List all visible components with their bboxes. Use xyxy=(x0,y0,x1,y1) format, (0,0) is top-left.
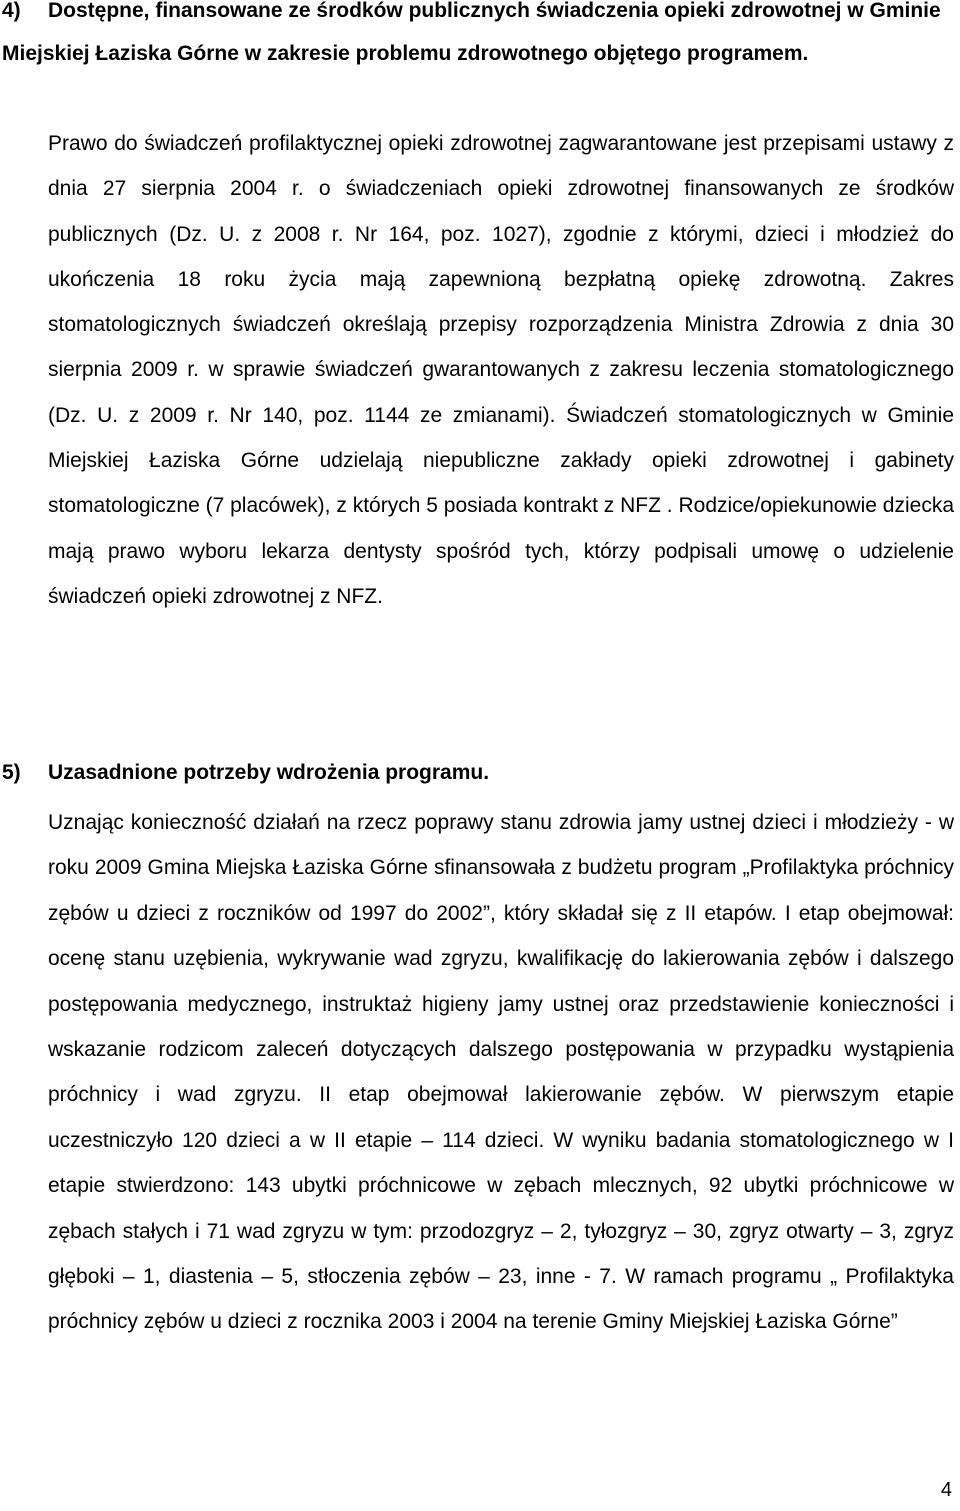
section-4-heading xyxy=(2,0,952,75)
section-5-title: Uzasadnione potrzeby wdrożenia programu. xyxy=(48,761,490,784)
section-4-title: Dostępne, finansowane ze środków publicznych świadczenia opieki zdrowotnej w Gminie Miejskiej Łaziska Górne w zakresie problemu zdrowotnego objętego programem. xyxy=(2,0,941,65)
section-5-number: 5) xyxy=(2,761,21,784)
section-4-number: 4) xyxy=(2,0,21,22)
section-5-body: Uznając konieczność działań na rzecz poprawy stanu zdrowia jamy ustnej dzieci i młodzieży - w roku 2009 Gmina Miejska Łaziska Górne sfinansowała z budżetu program „Profilaktyka próchnicy zębów u dzieci z roczników od 1997 do 2002”, który składał się z II etapów. I etap obejmował: ocenę stanu uzębienia, wykrywanie wad zgryzu, kwalifikację do lakierowania zębów i dalszego postępowania medycznego, instruktaż higieny jamy ustnej oraz przedstawienie konieczności i wskazanie rodzicom zaleceń dotyczących dalszego postępowania w przypadku wystąpienia próchnicy i wad zgryzu. II etap obejmował lakierowanie zębów. W pierwszym etapie uczestniczyło 120 dzieci a w II etapie – 114 dzieci. W wyniku badania stomatologicznego w I etapie stwierdzono: 143 ubytki próchnicowe w zębach mlecznych, 92 ubytki próchnicowe w zębach stałych i 71 wad zgryzu w tym: przodozgryz – 2, tyłozgryz – 30, zgryz otwarty – 3, zgryz głęboki – 1, diastenia – 5, stłoczenia zębów – 23, inne - 7. W ramach programu „ Profilaktyka próchnicy zębów u dzieci z rocznika 2003 i 2004 na terenie Gminy Miejskiej Łaziska Górne” xyxy=(48,811,954,1334)
section-4-body: Prawo do świadczeń profilaktycznej opieki zdrowotnej zagwarantowane jest przepisami ustawy z dnia 27 sierpnia 2004 r. o świadczeniach opieki zdrowotnej finansowanych ze środków publicznych (Dz. U. z 2008 r. Nr 164, poz. 1027), zgodnie z którymi, dzieci i młodzież do ukończenia 18 roku życia mają zapewnioną bezpłatną opiekę zdrowotną. Zakres stomatologicznych świadczeń określają przepisy rozporządzenia Ministra Zdrowia z dnia 30 sierpnia 2009 r. w sprawie świadczeń gwarantowanych z zakresu leczenia stomatologicznego (Dz. U. z 2009 r. Nr 140, poz. 1144 ze zmianami). Świadczeń stomatologicznych w Gminie Miejskiej Łaziska Górne udzielają niepubliczne zakłady opieki zdrowotnej i gabinety stomatologiczne (7 placówek), z których 5 posiada kontrakt z NFZ . Rodzice/opiekunowie dziecka mają prawo wyboru lekarza dentysty spośród tych, którzy podpisali umowę o udzielenie świadczeń opieki zdrowotnej z NFZ. xyxy=(48,132,954,608)
page-number: 4 xyxy=(940,1479,952,1501)
section-5-heading xyxy=(2,751,952,796)
